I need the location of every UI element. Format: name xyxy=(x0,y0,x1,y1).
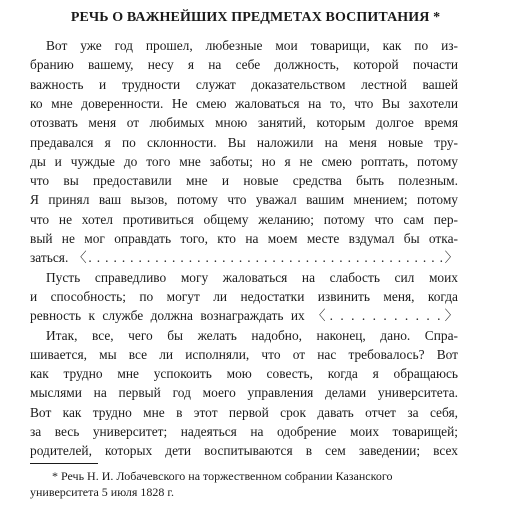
text-line: что вы предоставили мне и новые средства быть полезным. xyxy=(30,173,458,189)
text-line: Итак, все, чего бы желать надобно, наконец, дано. Спра- xyxy=(46,327,458,343)
text-line: и способность; по могут ли недостатки извинить меня, когда xyxy=(30,288,458,304)
text-line: отозвать меня от любимых мною занятий, которым долгое время xyxy=(30,115,458,131)
text-line: заться. 〈. . . . . . . . . . . . . . . . . . . . . . . . . . . . . . . . . . . . . . . . . . .〉 xyxy=(30,250,458,266)
page-title: РЕЧЬ О ВАЖНЕЙШИХ ПРЕДМЕТАХ ВОСПИТАНИЯ * xyxy=(70,10,441,25)
text-line: шивается, мы все ли исполняли, что от нас требовалось? Вот xyxy=(30,346,458,362)
text-line: родителей, которых дети воспитываются в сем заведении; всех xyxy=(30,443,458,459)
text-line: как трудно мне успокоить мою совесть, когда я обращаюсь xyxy=(30,366,458,382)
footnote-rule xyxy=(30,463,98,464)
text-line: Вот уже год прошел, любезные мои товарищи, как по из- xyxy=(46,38,458,53)
text-line: что не хотел противиться общему желанию; потому что сам пер- xyxy=(30,211,458,227)
text-line: Вот как трудно мне в этот первой срок давать отчет за себя, xyxy=(30,404,458,420)
footnote-line: университета 5 июля 1828 г. xyxy=(30,485,174,499)
text-line: Я принял ваш вызов, потому что уважал вашим мнением; потому xyxy=(30,192,458,208)
text-line: бранию вашему, несу я на себе должность, которой почасти xyxy=(30,57,458,73)
text-line: ревность к службе должна вознаграждать их 〈. . . . . . . . . . .〉 xyxy=(30,308,458,324)
text-line: ко мне доверенности. Не смею жаловаться на то, что Вы захотели xyxy=(30,95,458,111)
text-line: предавался я по склонности. Вы наложили на меня новые тру- xyxy=(30,134,458,150)
text-line: ды и чуждые до того мне заботы; но я не смею роптать, потому xyxy=(30,153,458,169)
text-line: за весь университет; надеяться на одобрение моих товарищей; xyxy=(30,424,458,439)
text-line: Пусть справедливо могу жаловаться на слабость сил моих xyxy=(46,269,458,285)
text-line: мыслями на первый год моего управления делами университета. xyxy=(30,385,458,401)
text-line: важность и трудности служат доказательством лестной вашей xyxy=(30,76,458,92)
text-line: вый не мог оправдать того, кто на моем месте вздумал бы отка- xyxy=(30,231,458,246)
footnote-line: * Речь Н. И. Лобачевского на торжественном собрании Казанского xyxy=(52,469,393,483)
